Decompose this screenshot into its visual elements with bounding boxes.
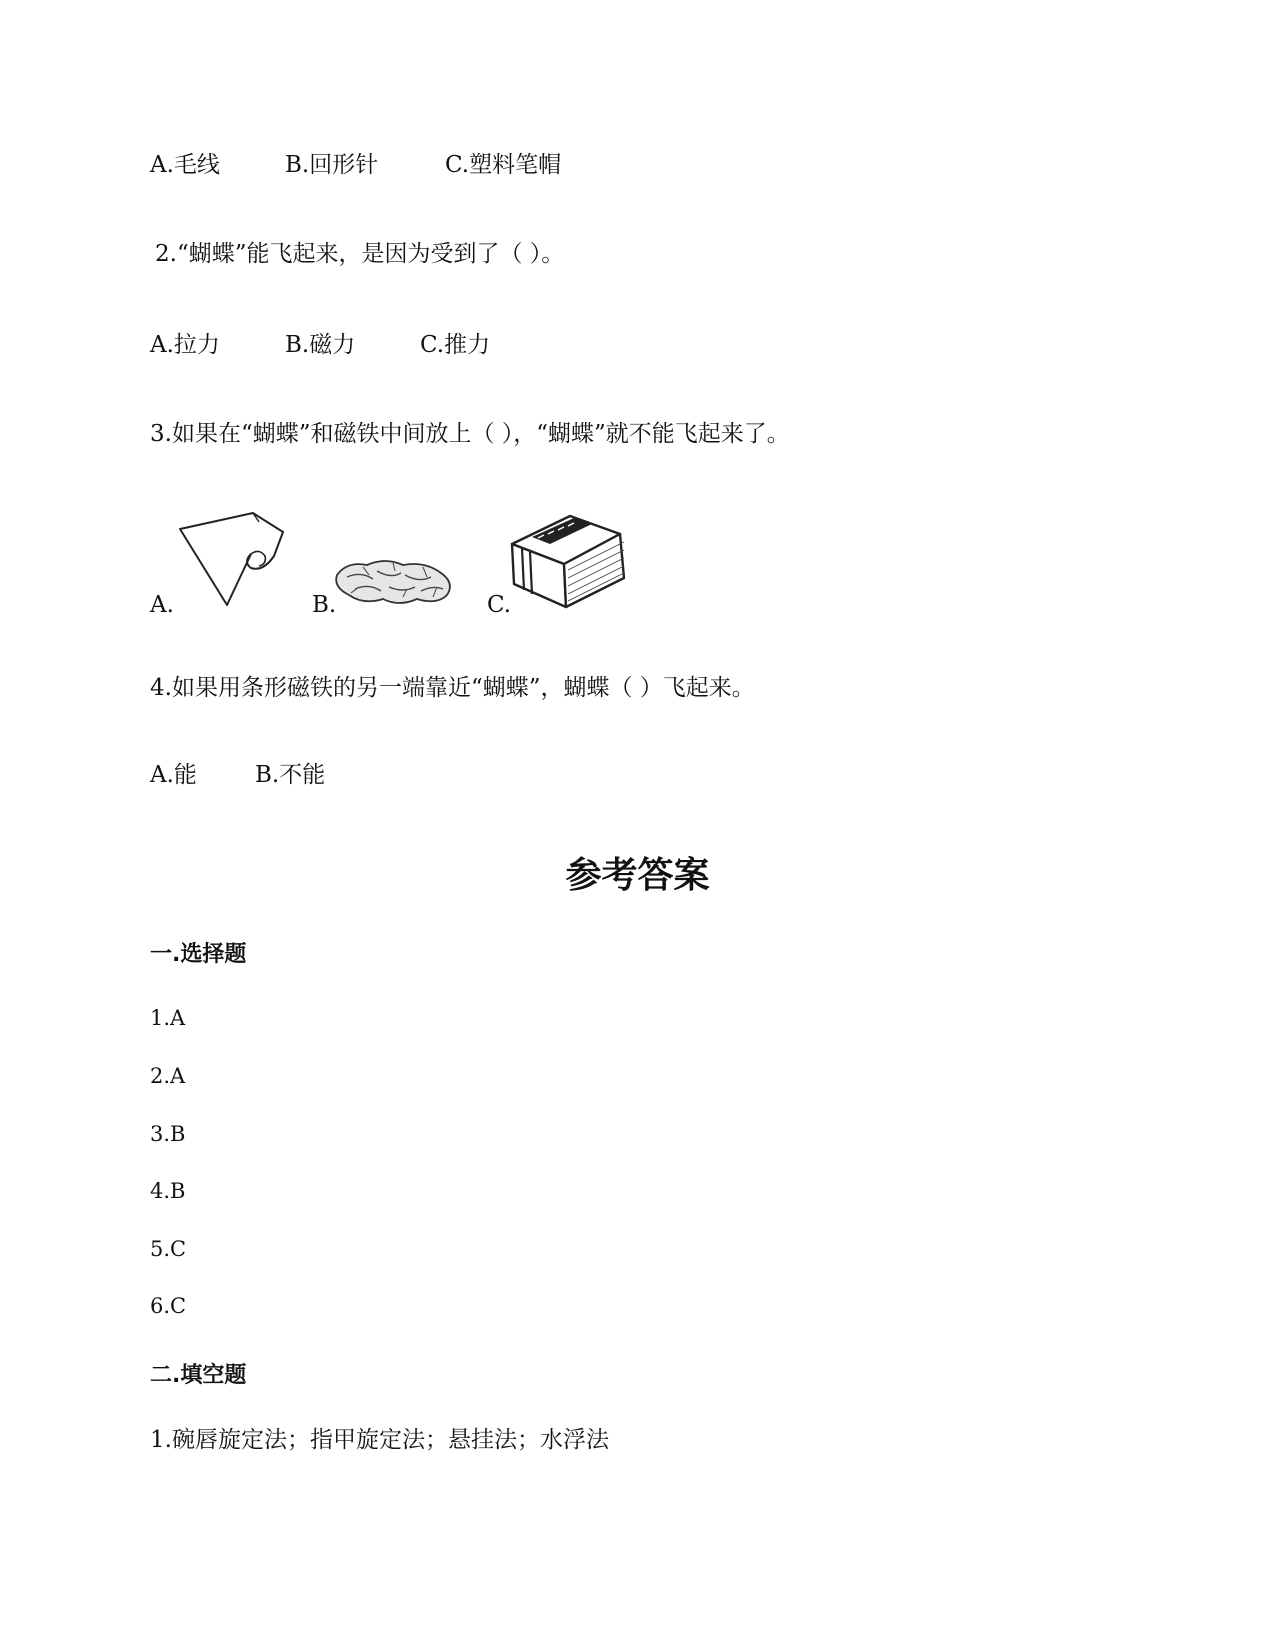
q4-option-b: B.不能 [255,762,326,788]
q2-option-a: A.拉力 [150,332,220,358]
q2-option-b: B.磁力 [285,332,356,358]
q3-option-c-label: C. [487,592,512,618]
q3-question: 3.如果在“蝴蝶”和磁铁中间放上（ ），“蝴蝶”就不能飞起来了。 [150,421,790,447]
book-icon [508,512,633,612]
q4-option-a: A.能 [150,762,197,788]
q1-option-c: C.塑料笔帽 [445,152,562,178]
section1-answer-3: 3.B [150,1122,186,1146]
q2-question: 2.“蝴蝶”能飞起来，是因为受到了（ ）。 [155,241,565,267]
q1-option-a: A.毛线 [150,152,220,178]
section2-answer-1: 1.碗唇旋定法；指甲旋定法；悬挂法；水浮法 [150,1427,609,1453]
section1-answer-1: 1.A [150,1006,186,1030]
section1-heading: 一.选择题 [150,942,247,967]
section1-answer-6: 6.C [150,1294,187,1318]
cloth-icon [333,553,458,609]
section2-heading: 二.填空题 [150,1363,247,1388]
q3-option-a-label: A. [150,592,174,618]
q3-option-b-label: B. [312,592,337,618]
section1-answer-4: 4.B [150,1179,186,1203]
section1-answer-5: 5.C [150,1237,187,1261]
q4-question: 4.如果用条形磁铁的另一端靠近“蝴蝶”，蝴蝶（ ）飞起来。 [150,675,755,701]
paper-sheet-icon [175,510,290,610]
q2-option-c: C.推力 [420,332,491,358]
q1-option-b: B.回形针 [285,152,379,178]
section1-answer-2: 2.A [150,1064,186,1088]
answer-title: 参考答案 [565,855,710,896]
